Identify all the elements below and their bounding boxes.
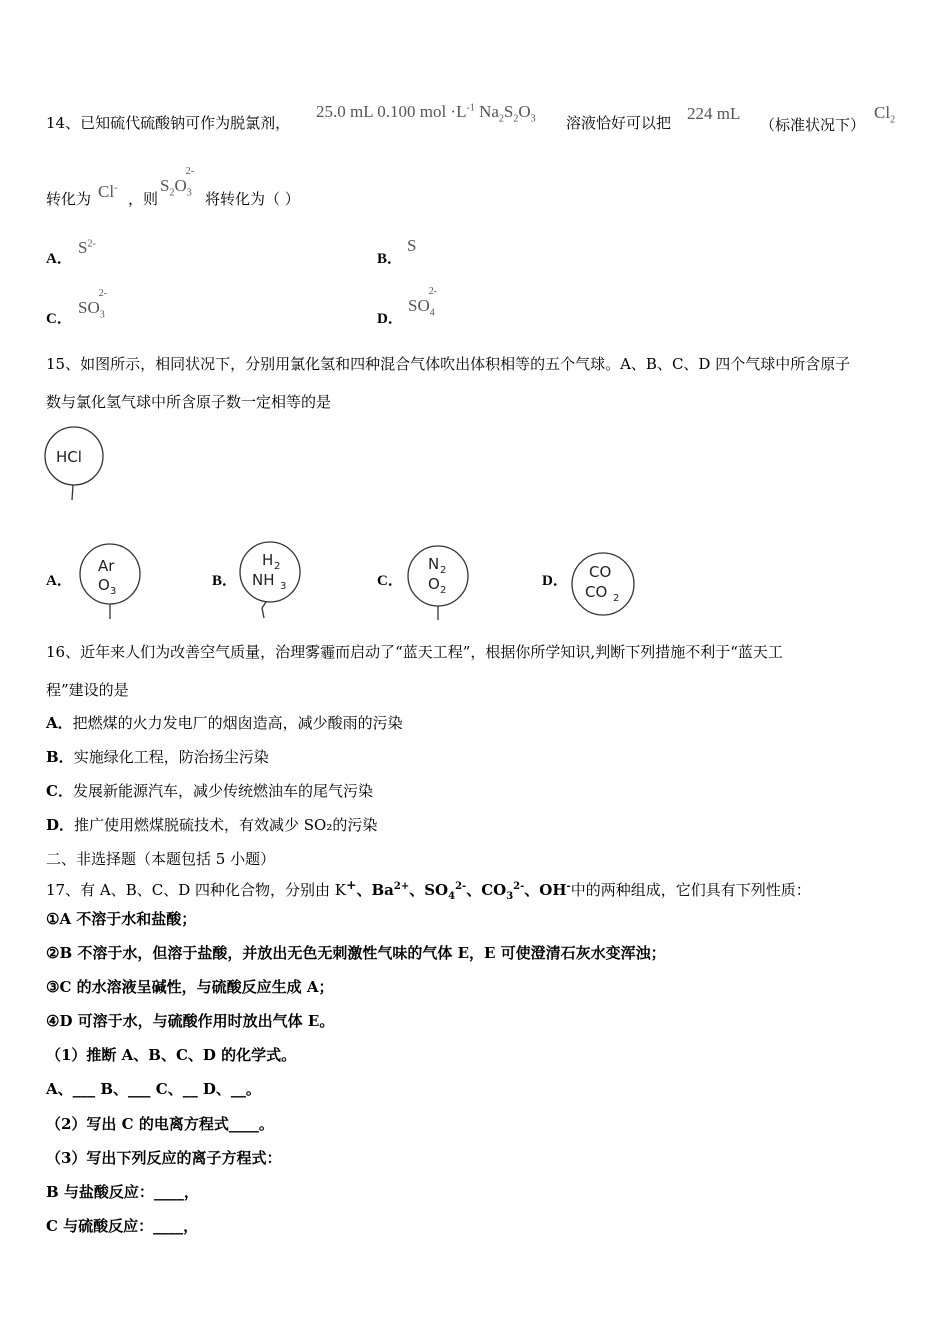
q14-option-a-value: $S^{2-}$ [78,238,96,257]
q17-sub3-c[interactable]: C 与硫酸反应：____， [46,1217,199,1235]
balloon-b-top-sub: 2 [274,561,281,572]
q14-option-c-value: $SO_3^{2-}$ [78,288,108,321]
q17-property-3: ③C 的水溶液呈碱性，与硫酸反应生成 A； [46,978,334,996]
q15-balloon-a [78,544,148,628]
q16-option-a[interactable]: A．把燃煤的火力发电厂的烟囱造高，减少酸雨的污染 [46,714,403,732]
balloon-a-bottom: O [98,576,110,594]
q15-line1: 15、如图所示，相同状况下，分别用氯化氢和四种混合气体吹出体积相等的五个气球。A、B、C、D 四个气球中所含原子 [46,355,851,373]
hcl-label: HCl [56,448,82,466]
balloon-c-bottom: O [428,575,440,593]
q14-option-d-value: $SO_4^{2-}$ [408,286,438,319]
q14-line1 [46,113,290,133]
q16-line1: 16、近年来人们为改善空气质量，治理雾霾而启动了“蓝天工程”，根据你所学知识,判断下列措施不利于“蓝天工 [46,643,783,661]
q14-condition: （标准状况下） [760,116,866,134]
q15-option-a[interactable]: A． [46,573,72,589]
q15-line2: 数与氯化氢气球中所含原子数一定相等的是 [46,393,332,411]
q17-sub2[interactable]: （2）写出 C 的电离方程式____。 [46,1115,274,1133]
balloon-b-top: H [262,551,274,569]
section2-title: 二、非选择题（本题包括 5 小题） [46,850,276,868]
q16-option-d[interactable]: D．推广使用燃煤脱硫技术，有效减少 SO₂的污染 [46,816,378,834]
balloon-a-top: Ar [98,557,115,575]
q16-option-b[interactable]: B．实施绿化工程，防治扬尘污染 [46,748,269,766]
q17-property-2: ②B 不溶于水，但溶于盐酸，并放出无色无刺激性气味的气体 E，E 可使澄清石灰水变浑浊； [46,944,666,962]
q14-line2-suffix: 将转化为（ ） [205,190,300,208]
q15-balloon-c [406,546,476,630]
balloon-a-bottom-sub: 3 [110,586,117,597]
q14-formula-solution: 25.0 mL 0.100 mol $\cdot L^{-1}$ $Na_2S_2O_3$ [316,102,536,125]
q16-option-c[interactable]: C．发展新能源汽车，减少传统燃油车的尾气污染 [46,782,373,800]
q15-option-b[interactable]: B． [212,573,238,589]
balloon-c-bottom-sub: 2 [440,585,447,596]
q14-line2: 转化为 [46,190,92,208]
q14-cl2: $Cl_2$ [874,103,896,126]
balloon-d-bottom: CO [585,583,608,601]
q14-option-b[interactable]: B． [377,251,403,267]
q15-balloon-b [238,542,308,626]
balloon-d-top: CO [589,563,612,581]
q17-property-1: ①A 不溶于水和盐酸； [46,910,197,928]
q14-prefix: 14、已知硫代硫酸钠可作为脱氯剂， [46,114,291,132]
q14-line2-mid: ，则 [128,190,159,208]
q14-s2o3-ion: $S_2O_3^{2-}$ [160,166,195,199]
q15-option-c[interactable]: C． [377,573,403,589]
balloon-b-bottom: NH [252,571,275,589]
hcl-balloon [44,426,108,510]
q14-option-a[interactable]: A． [46,251,72,267]
q15-option-d[interactable]: D． [542,573,568,589]
q17-sub1-answer[interactable]: A、___ B、___ C、__ D、__。 [46,1080,261,1098]
q17-line1: 17、有 A、B、C、D 四种化合物，分别由 K+、$Ba^{2+}$、$SO_4^{2-}$、$CO_3^{2-}$、OH-中的两种组成，它们具有下列性质： [46,877,811,902]
balloon-c-top-sub: 2 [440,565,447,576]
balloon-c-top: N [428,555,440,573]
balloon-b-bottom-sub: 3 [280,581,287,592]
q17-sub3: （3）写出下列反应的离子方程式： [46,1149,282,1167]
q14-option-b-value: S [407,236,417,255]
q17-property-4: ④D 可溶于水，与硫酸作用时放出气体 E。 [46,1012,335,1030]
q17-sub1: （1）推断 A、B、C、D 的化学式。 [46,1046,297,1064]
q17-sub3-b[interactable]: B 与盐酸反应：____， [46,1183,199,1201]
q14-option-d[interactable]: D． [377,311,403,327]
q16-line2: 程”建设的是 [46,681,129,699]
q15-balloon-d [571,552,645,626]
q14-mid: 溶液恰好可以把 [566,114,672,132]
q14-cl-ion: Cl- [98,182,118,201]
q14-option-c[interactable]: C． [46,311,72,327]
q14-volume: 224 mL [687,104,741,123]
balloon-d-bottom-sub: 2 [613,593,620,604]
